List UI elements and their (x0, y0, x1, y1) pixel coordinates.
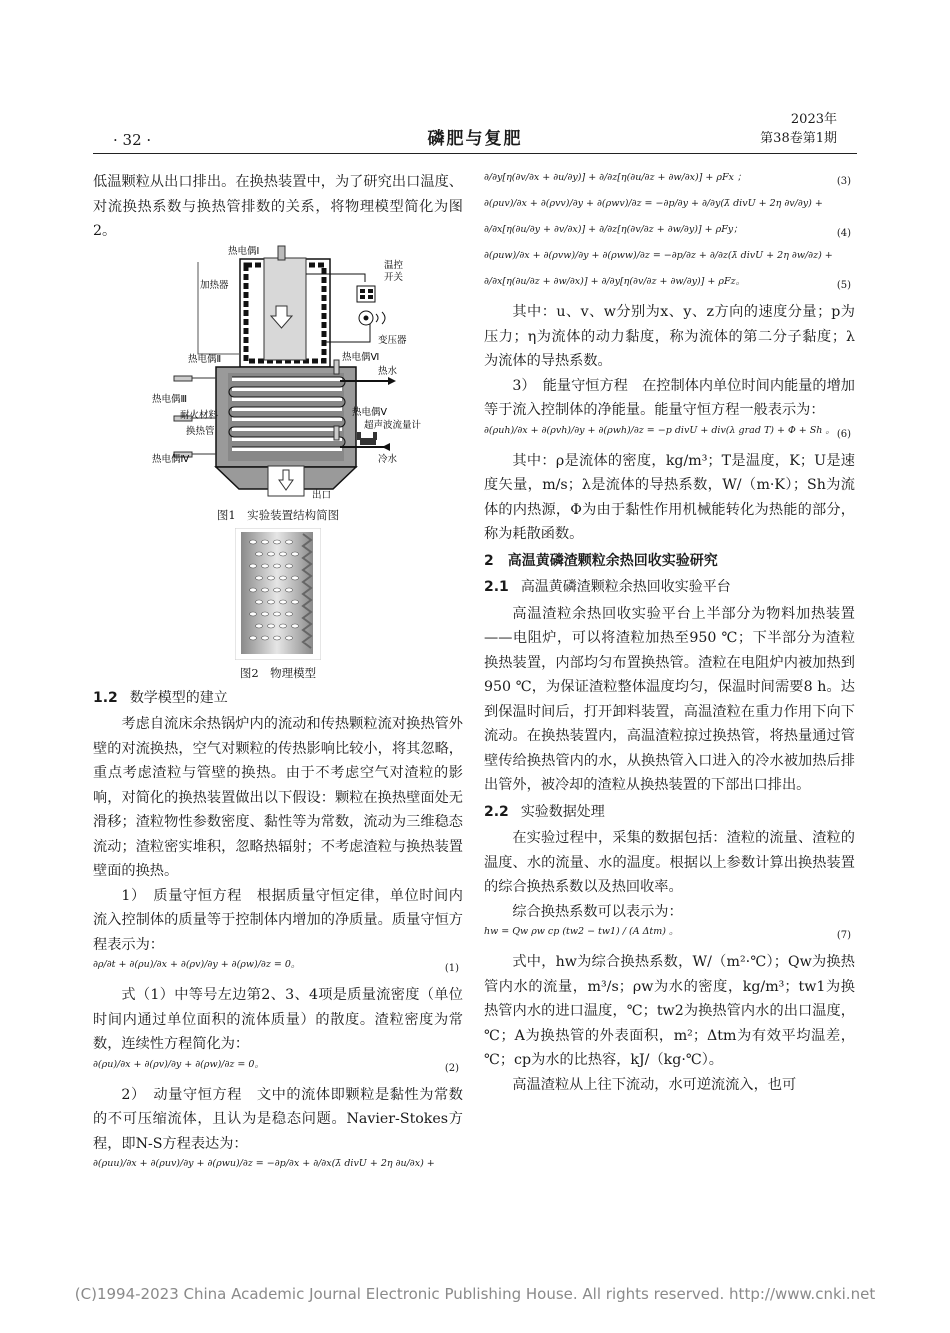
paragraph: 其中：ρ是流体的密度，kg/m³；T是温度，K；U是速度矢量，m/s；λ是流体的导热系数，W/（m·K）；Sh为流体的内热源，Φ为由于黏性作用机械能转化为热能的部分，称为耗散函数。 (484, 452, 855, 542)
section-number: 2.1 (484, 579, 509, 595)
equation-body: ∂(ρuw)/∂x + ∂(ρvw)/∂y + ∂(ρww)/∂z = −∂p/∂z + ∂/∂z(λ̄ divU + 2η ∂w/∂z) + (484, 250, 833, 261)
equation-1 (93, 957, 463, 983)
paragraph: 3） 能量守恒方程 在控制体内单位时间内能量的增加等于流入控制体的净能量。能量守恒方程一般表示为： (484, 377, 855, 418)
label-tc1: 热电偶Ⅰ (228, 245, 260, 257)
label-tubes: 换热管 (186, 425, 215, 437)
paragraph: 高温渣粒从上往下流动，水可逆流流入，也可 (512, 1076, 797, 1093)
equation-body: ∂(ρuv)/∂x + ∂(ρvv)/∂y + ∂(ρwv)/∂z = −∂p/∂y + ∂/∂y(λ̄ divU + 2η ∂v/∂y) + (484, 198, 823, 209)
figure-1-caption: 图1 实验装置结构简图 (216, 507, 340, 522)
figure-2-caption: 图2 物理模型 (239, 665, 317, 680)
label-flowmeter: 超声波流量计 (364, 419, 422, 431)
paragraph: 其中：u、v、w分别为x、y、z方向的速度分量；p为压力；η为流体的动力黏度，称为流体的第二分子黏度；λ为流体的导热系数。 (484, 304, 855, 369)
paragraph: 式（1）中等号左边第2、3、4项是质量流密度（单位时间内通过单位面积的流体质量）的散度。渣粒密度为常数，连续性方程简化为： (93, 987, 463, 1052)
paragraph: 综合换热系数可以表示为： (512, 903, 683, 920)
equation-number: (4) (836, 228, 851, 239)
equation-5-part-b (484, 274, 855, 300)
section-heading-2-2 (484, 800, 855, 825)
equation-3-part-b (484, 170, 855, 196)
label-tc4: 热电偶Ⅳ (152, 453, 190, 465)
label-transformer: 变压器 (378, 334, 407, 346)
section-number: 2.2 (484, 803, 509, 820)
header-rule (93, 153, 857, 154)
section-name: 实验数据处理 (520, 803, 605, 820)
equation-3-part-a (93, 1156, 463, 1182)
label-tc3: 热电偶Ⅲ (152, 393, 188, 405)
paragraph: 高温渣粒余热回收实验平台上半部分为物料加热装置——电阻炉，可以将渣粒加热至950 ℃；下半部分为渣粒换热装置，内部均匀布置换热管。渣粒在电阻炉内被加热到950 ℃，为保证渣粒整体温度均匀，保温时间需要8 h。达到保温时间后，打开卸料装置，高温渣粒在重力作用下向下流动。在换热装置内，高温渣粒掠过换热管，将热量通过管壁传给换热管内的水，从换热管入口进入的冷水被加热后排出管外，被冷却的渣粒从换热装置的下部出口排出。 (484, 605, 855, 793)
label-outlet: 出口 (312, 489, 332, 501)
equation-body: ∂(ρuh)/∂x + ∂(ρvh)/∂y + ∂(ρwh)/∂z = −p divU + div(λ grad T) + Φ + Sh 。 (484, 424, 835, 436)
journal-title: 磷肥与复肥 (427, 129, 523, 149)
paragraph: 考虑自流床余热锅炉内的流动和传热颗粒流对换热管外壁的对流换热，空气对颗粒的传热影响比较小，将其忽略，重点考虑渣粒与管壁的换热。由于不考虑空气对渣粒的影响，对简化的换热装置做出以下假设：颗粒在换热壁面处无滑移；渣粒物性参数密度、黏性等为常数，流动为三维稳态流动；渣粒密实堆积，忽略热辐射；不考虑渣粒与换热装置壁面的换热。 (93, 716, 463, 879)
section-number: 1.2 (93, 689, 118, 706)
equation-body: ∂/∂y[η(∂v/∂x + ∂u/∂y)] + ∂/∂z[η(∂u/∂z + ∂w/∂x)] + ρFx ； (484, 172, 747, 183)
equation-body: ∂/∂x[η(∂u/∂z + ∂w/∂x)] + ∂/∂y[η(∂v/∂z + ∂w/∂y)] + ρFz。 (484, 276, 746, 287)
label-switch-1: 温控 (384, 259, 404, 271)
figure-2-physical-model (235, 528, 321, 660)
page-number: · 32 · (113, 131, 152, 149)
copyright-footer: (C)1994-2023 China Academic Journal Electronic Publishing House. All rights reserved. http://www.cnki.net (74, 1285, 876, 1303)
equation-number: (2) (444, 1062, 459, 1074)
paragraph: 1） 质量守恒方程 根据质量守恒定律，单位时间内流入控制体的质量等于控制体内增加的净质量。质量守恒方程表示为： (93, 887, 463, 953)
issue-info (760, 110, 837, 148)
paragraph: 低温颗粒从出口排出。在换热装置中，为了研究出口温度、对流换热系数与换热管排数的关系，将物理模型简化为图2。 (93, 174, 463, 239)
equation-body: ∂(ρu)/∂x + ∂(ρv)/∂y + ∂(ρw)/∂z = 0。 (93, 1058, 264, 1070)
label-refractory: 耐火材料 (180, 409, 219, 421)
section-heading-2: 2 高温黄磷渣颗粒余热回收实验研究 (484, 552, 718, 569)
equation-number: (6) (836, 428, 851, 440)
section-name: 数学模型的建立 (129, 689, 228, 706)
equation-number: (5) (836, 280, 851, 291)
issue-year: 2023年 (790, 112, 837, 127)
label-heater: 加热器 (200, 279, 229, 291)
section-heading-2-1 (484, 575, 855, 600)
equation-body: hw = Qw ρw cp (tw2 − tw1) / (A Δtm) 。 (484, 926, 679, 937)
paragraph: 在实验过程中，采集的数据包括：渣粒的流量、渣粒的温度、水的流量、水的温度。根据以上参数计算出换热装置的综合换热系数以及热回收率。 (484, 830, 855, 895)
issue-volume: 第38卷第1期 (760, 131, 837, 146)
paragraph: 2） 动量守恒方程 文中的流体即颗粒是黏性为常数的不可压缩流体，且认为是稳态问题。Navier-Stokes方程，即N-S方程表达为： (93, 1086, 463, 1152)
equation-number: (7) (836, 930, 851, 941)
equation-2 (93, 1057, 463, 1083)
equation-4-part-a (484, 196, 855, 222)
equation-body: ∂ρ/∂t + ∂(ρu)/∂x + ∂(ρv)/∂y + ∂(ρw)/∂z = 0。 (93, 959, 301, 970)
label-tc6: 热电偶Ⅵ (342, 351, 380, 363)
paragraph: 式中，hw为综合换热系数，W/（m²·℃）；Qw为换热管内水的流量，m³/s；ρw为水的密度，kg/m³；tw1为换热管内水的进口温度，℃；tw2为换热管内水的出口温度，℃；A为换热管的外表面积，m²；Δtm为有效平均温差，℃；cp为水的比热容，kJ/（kg·℃）。 (484, 954, 855, 1068)
equation-7 (484, 924, 855, 950)
label-tc2: 热电偶Ⅱ (188, 353, 222, 365)
equation-number: (3) (836, 176, 851, 187)
equation-5-part-a (484, 248, 855, 274)
label-cold-water: 冷水 (378, 453, 398, 465)
equation-4-part-b (484, 222, 855, 248)
left-column (93, 170, 463, 1182)
figure-1-apparatus-diagram (128, 244, 428, 502)
section-name: 高温黄磷渣颗粒余热回收实验平台 (520, 579, 731, 595)
equation-6 (484, 423, 855, 449)
right-column (484, 170, 855, 1097)
label-tc5: 热电偶Ⅴ (352, 406, 387, 418)
section-heading-1-2 (93, 686, 463, 711)
label-switch-2: 开关 (384, 271, 404, 283)
equation-number: (1) (444, 963, 459, 974)
equation-body: ∂/∂x[η(∂u/∂y + ∂v/∂x)] + ∂/∂z[η(∂v/∂z + ∂w/∂y)] + ρFy； (484, 224, 743, 235)
label-hot-water: 热水 (378, 365, 398, 377)
equation-body: ∂(ρuu)/∂x + ∂(ρuv)/∂y + ∂(ρwu)/∂z = −∂p/∂x + ∂/∂x(λ̄ divU + 2η ∂u/∂x) + (93, 1158, 435, 1169)
